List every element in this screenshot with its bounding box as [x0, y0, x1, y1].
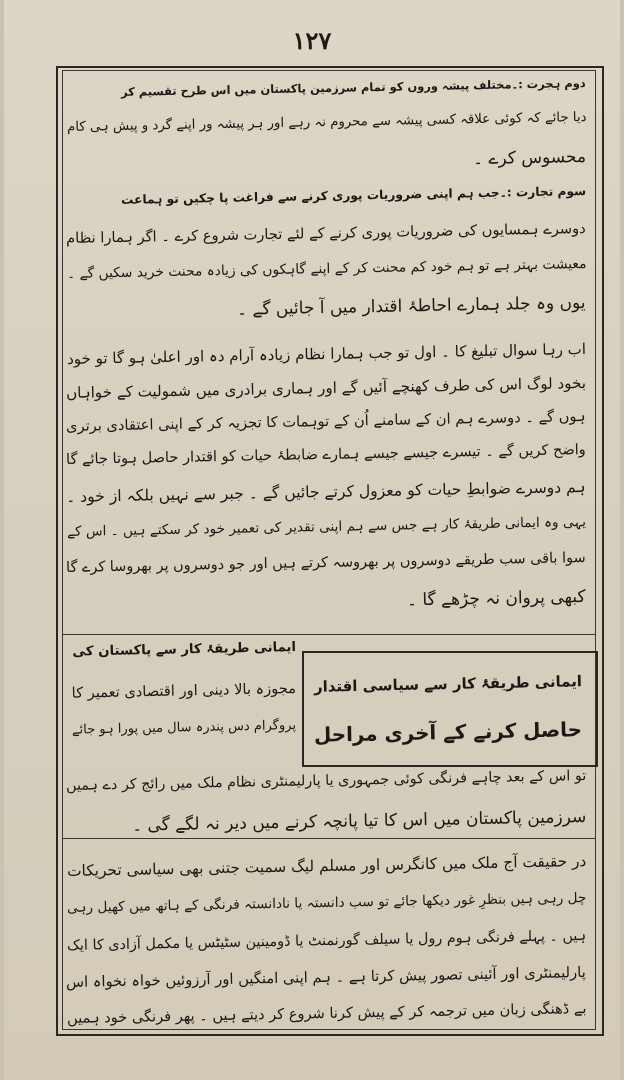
- body-line: دوم ہجرت :۔مختلف پیشہ وروں کو تمام سرزمین پاکستان میں اس طرح تقسیم کر: [121, 76, 587, 99]
- side-text-line: پروگرام دس پندرہ سال میں پورا ہو جائے: [71, 718, 297, 738]
- body-line: سرزمین پاکستان میں اس کا تیا پانچہ کرنے میں دیر نہ لگے گی ۔: [131, 807, 587, 836]
- section-rule: [62, 838, 596, 839]
- body-line: در حقیقت آج ملک میں کانگرس اور مسلم لیگ سمیت جتنی بھی سیاسی تحریکات: [66, 852, 587, 880]
- page-number: ۱۲۷: [292, 26, 332, 55]
- section-heading-box: [302, 651, 598, 767]
- body-line: معیشت بہتر ہے تو ہم خود کم محنت کر کے اپنے گاہکوں کی زیادہ محنت خرید سکیں گے ۔: [66, 256, 587, 282]
- body-line: دیا جائے کہ کوئی علاقہ کسی پیشہ سے محروم نہ رہے اور ہر پیشہ ور اپنے گرد و پیش ہی کام: [66, 110, 587, 135]
- body-line: سوم تجارت :۔جب ہم اپنی ضروریات پوری کرنے سے فراغت پا چکیں تو ہماعت: [120, 184, 587, 207]
- body-line: یہی وہ ایمانی طریقۂ کار ہے جس سے ہم اپنی تقدیر کی تعمیر خود کر سکتے ہیں ۔ اس کے: [66, 514, 587, 540]
- body-line: دوسرے ہمسایوں کی ضروریات پوری کرنے کے لئے تجارت شروع کرے ۔ اگر ہمارا نظام: [66, 220, 587, 247]
- body-line: چل رہی ہیں بنظرِ غور دیکھا جائے تو سب دانستہ یا نادانستہ فرنگی کے ہاتھ میں کھیل رہی: [66, 890, 587, 916]
- body-line: بخود لوگ اس کی طرف کھنچے آئیں گے اور ہماری برادری میں شمولیت کے خواہاں: [65, 374, 587, 402]
- section-rule: [62, 634, 596, 635]
- body-line: کبھی پروان نہ چڑھے گا ۔: [407, 587, 587, 611]
- body-line: بے ڈھنگی زبان میں ترجمہ کر کے پیش کرنا شروع کر دیتے ہیں ۔ پھر فرنگی خود ہمیں: [66, 1000, 587, 1027]
- body-line: ہوں گے ۔ دوسرے ہم ان کے سامنے اُن کے توہمات کا تجزیہ کر کے اپنی اعتقادی برتری: [66, 408, 587, 435]
- body-line: ہیں ۔ پہلے فرنگی ہوم رول یا سیلف گورنمنٹ یا ڈومینین سٹیٹس یا مکمل آزادی کا ایک: [66, 928, 587, 954]
- body-line: واضح کریں گے ۔ تیسرے جیسے جیسے ہمارے ضابطۂ حیات کو اقتدار حاصل ہوتا جائے گا: [66, 442, 587, 468]
- body-line: یوں وہ جلد ہمارے احاطۂ اقتدار میں آ جائیں گے ۔: [237, 293, 587, 320]
- body-line: ہم دوسرے ضوابطِ حیات کو معزول کرتے جائیں گے ۔ جبر سے نہیں بلکہ از خود ۔: [66, 478, 587, 506]
- section-heading-line: ایمانی طریقۂ کار سے سیاسی اقتدار: [313, 672, 583, 696]
- body-line: تو اس کے بعد چاہے فرنگی کوئی جمہوری یا پارلیمنٹری نظام ملک میں رائج کر دے ہمیں: [65, 768, 587, 794]
- body-line: اب رہا سوال تبلیغ کا ۔ اول تو جب ہمارا نظام زیادہ آرام دہ اور اعلیٰ ہو گا تو خود: [66, 340, 587, 368]
- body-line: محسوس کرے ۔: [472, 147, 587, 170]
- body-line: سوا باقی سب طریقے دوسروں پر بھروسہ کرتے ہیں اور جو دوسروں پر بھروسا کرے گا: [66, 550, 587, 576]
- side-text-line: ایمانی طریقۂ کار سے پاکستان کی: [72, 640, 297, 660]
- inner-border: [62, 70, 596, 1030]
- body-line: پارلیمنٹری اور آئینی تصور پیش کرتا ہے ۔ ہم اپنی امنگیں اور آرزوئیں خواہ نخواہ اس: [66, 964, 587, 991]
- section-heading-line: حاصل کرنے کے آخری مراحل: [313, 718, 583, 747]
- side-text-line: مجوزہ بالا دینی اور اقتصادی تعمیر کا: [71, 680, 297, 702]
